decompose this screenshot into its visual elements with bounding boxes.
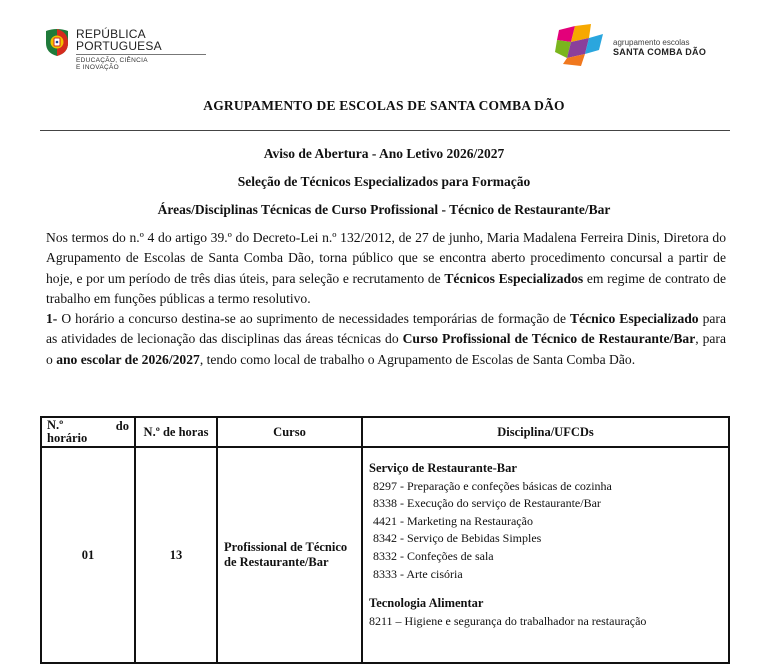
school-logo-text: agrupamento escolas SANTA COMBA DÃO [613,38,707,57]
header-hours: N.º de horas [135,417,217,447]
paragraph-intro: Nos termos do n.º 4 do artigo 39.º do Decreto-Lei n.º 132/2012, de 27 de junho, Maria Madalena Ferreira Dinis, Diretora do Agrupamento de Escolas de Santa Comba Dão, torna público que se encontra aberto procedimento concursal a partir de hoje, e por um período de três dias úteis, para seleção e recrutamento de Técnicos Especializados em regime de contrato de trabalho em funções públicas a termo resolutivo. [46,230,726,306]
list-item: 8338 - Execução do serviço de Restaurante/Bar [373,496,601,511]
hours-cell: 13 [135,447,217,663]
list-item: 8333 - Arte cisória [373,566,463,581]
subject-group-title: Serviço de Restaurante-Bar [369,461,517,475]
table-header-row [41,417,729,447]
subjects-cell [362,447,729,663]
selection-title: Seleção de Técnicos Especializados para Formação [237,174,531,189]
header-course: Curso [217,417,362,447]
ministry-name: EDUCAÇÃO, CIÊNCIA E INOVAÇÃO [76,57,148,71]
paragraph-point-1: 1- O horário a concurso destina-se ao suprimento de necessidades temporárias de formação de Técnico Especializado para as atividades de lecionação das disciplinas das áreas técnicas do Curso Profissional de Técnico de Restaurante/Bar, para o ano escolar de 2026/2027, tendo como local de trabalho o Agrupamento de Escolas de Santa Comba Dão. [46,311,726,367]
schedule-number-cell: 01 [41,447,135,663]
organization-title: AGRUPAMENTO DE ESCOLAS DE SANTA COMBA DÃO [203,98,565,113]
course-cell: Profissional de Técnico de Restaurante/Bar [217,447,362,663]
table-row [41,447,729,663]
list-item: 4421 - Marketing na Restauração [373,513,533,528]
school-logo [555,22,735,66]
areas-title: Áreas/Disciplinas Técnicas de Curso Profissional - Técnico de Restaurante/Bar [157,202,611,217]
page-header [0,0,768,90]
subject-group-title: Tecnologia Alimentar [369,596,484,611]
title-divider [40,130,730,131]
notice-body [46,228,726,370]
republica-name: REPÚBLICA PORTUGUESA [76,27,162,53]
republica-portuguesa-logo [44,27,244,77]
list-item: 8342 - Serviço de Bebidas Simples [373,531,542,546]
list-item: 8297 - Preparação e confeções básicas de cozinha [373,478,612,493]
header-schedule-number: N.º horário do [41,417,135,447]
notice-title: Aviso de Abertura - Ano Letivo 2026/2027 [263,146,505,161]
header-subjects: Disciplina/UFCDs [362,417,729,447]
list-item: 8332 - Confeções de sala [373,548,494,563]
portugal-coat-of-arms-icon [44,27,70,57]
schedule-table [40,416,730,664]
list-item: 8211 – Higiene e segurança do trabalhador na restauração [369,613,647,628]
school-logo-mark-icon [555,22,605,66]
